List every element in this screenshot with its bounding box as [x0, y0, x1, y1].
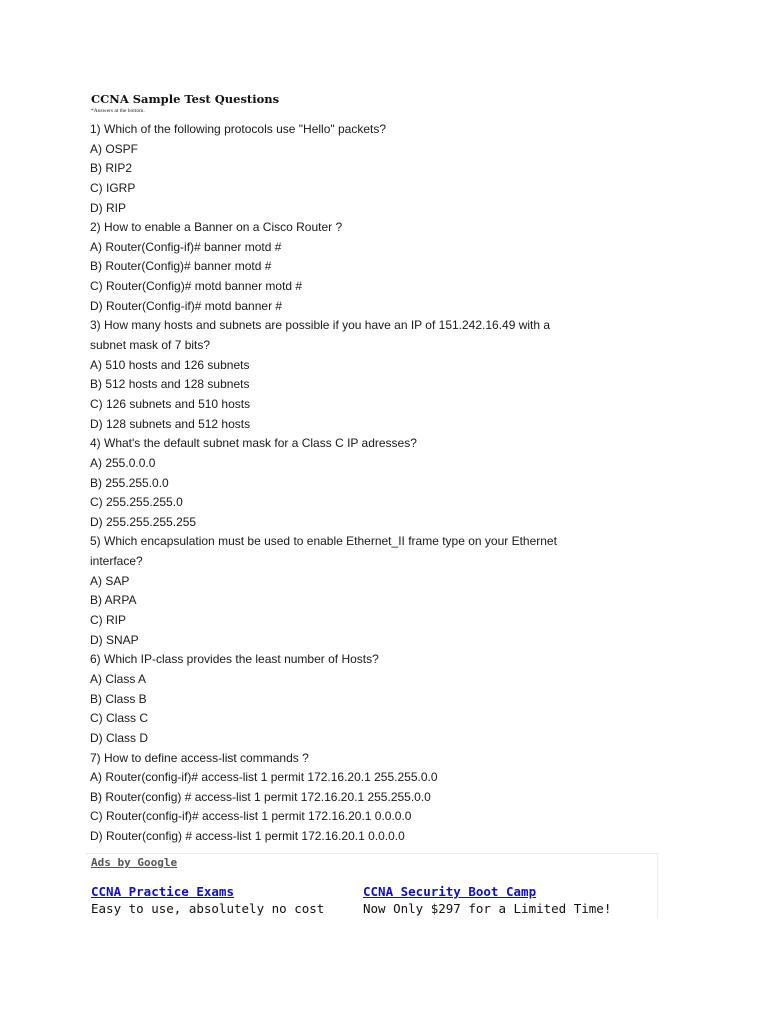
text-line: interface? [90, 554, 143, 569]
text-line: C) 255.255.255.0 [90, 495, 183, 510]
ad-description: Now Only $297 for a Limited Time! [363, 901, 612, 916]
ads-label[interactable]: Ads by Google [91, 856, 178, 869]
text-line: A) OSPF [90, 141, 139, 156]
text-line: A) SAP [90, 573, 130, 588]
text-line: C) Router(Config)# motd banner motd # [90, 279, 303, 294]
text-line: B) Router(Config)# banner motd # [90, 259, 272, 274]
ad-title-link[interactable]: CCNA Security Boot Camp [363, 884, 537, 899]
ads-panel [86, 853, 658, 919]
text-line: A) Class A [90, 671, 147, 686]
text-line: B) ARPA [90, 593, 137, 608]
text-line: D) Router(config) # access-list 1 permit 172.16.20.1 0.0.0.0 [90, 829, 405, 844]
text-line: B) Class B [90, 691, 147, 706]
question-text: 1) Which of the following protocols use "Hello" packets? [90, 122, 386, 136]
text-line: C) 126 subnets and 510 hosts [90, 396, 251, 411]
text-line: A) Router(config-if)# access-list 1 permit 172.16.20.1 255.255.0.0 [90, 770, 438, 785]
question-text: 5) Which encapsulation must be used to enable Ethernet_II frame type on your Ethernet [90, 534, 557, 549]
ad-item-practice-exams [91, 884, 324, 917]
text-line: subnet mask of 7 bits? [90, 338, 211, 353]
text-line: D) SNAP [90, 632, 139, 647]
question-text: 6) Which IP-class provides the least number of Hosts? [90, 652, 379, 667]
text-line: C) Router(config-if)# access-list 1 permit 172.16.20.1 0.0.0.0 [90, 809, 412, 824]
text-line: B) 512 hosts and 128 subnets [90, 377, 250, 392]
text-line: A) Router(Config-if)# banner motd # [90, 239, 282, 254]
text-line: A) 510 hosts and 126 subnets [90, 357, 250, 372]
text-line: A) 255.0.0.0 [90, 455, 156, 470]
document-subtitle: *Answers at the bottom. [91, 108, 145, 114]
ad-title-link[interactable]: CCNA Practice Exams [91, 884, 234, 899]
question-text: 3) How many hosts and subnets are possible if you have an IP of 151.242.16.49 with a [90, 318, 551, 333]
text-line: C) RIP [90, 613, 126, 628]
question-text: 2) How to enable a Banner on a Cisco Router ? [90, 220, 343, 235]
question-list [90, 120, 610, 847]
ad-description: Easy to use, absolutely no cost [91, 901, 325, 916]
text-line: B) 255.255.0.0 [90, 475, 169, 490]
question-text: 7) How to define access-list commands ? [90, 750, 309, 765]
text-line: C) IGRP [90, 180, 136, 195]
text-line: C) Class C [90, 711, 149, 726]
document-title: CCNA Sample Test Questions [91, 92, 280, 106]
ad-item-security-boot-camp [363, 884, 611, 917]
text-line: D) Router(Config-if)# motd banner # [90, 298, 283, 313]
text-line: D) RIP [90, 200, 126, 215]
text-line: B) Router(config) # access-list 1 permit 172.16.20.1 255.255.0.0 [90, 789, 431, 804]
text-line: D) 128 subnets and 512 hosts [90, 416, 251, 431]
text-line: B) RIP2 [90, 161, 133, 176]
question-text: 4) What's the default subnet mask for a Class C IP adresses? [90, 436, 417, 451]
text-line: D) Class D [90, 730, 149, 745]
text-line: D) 255.255.255.255 [90, 514, 197, 529]
